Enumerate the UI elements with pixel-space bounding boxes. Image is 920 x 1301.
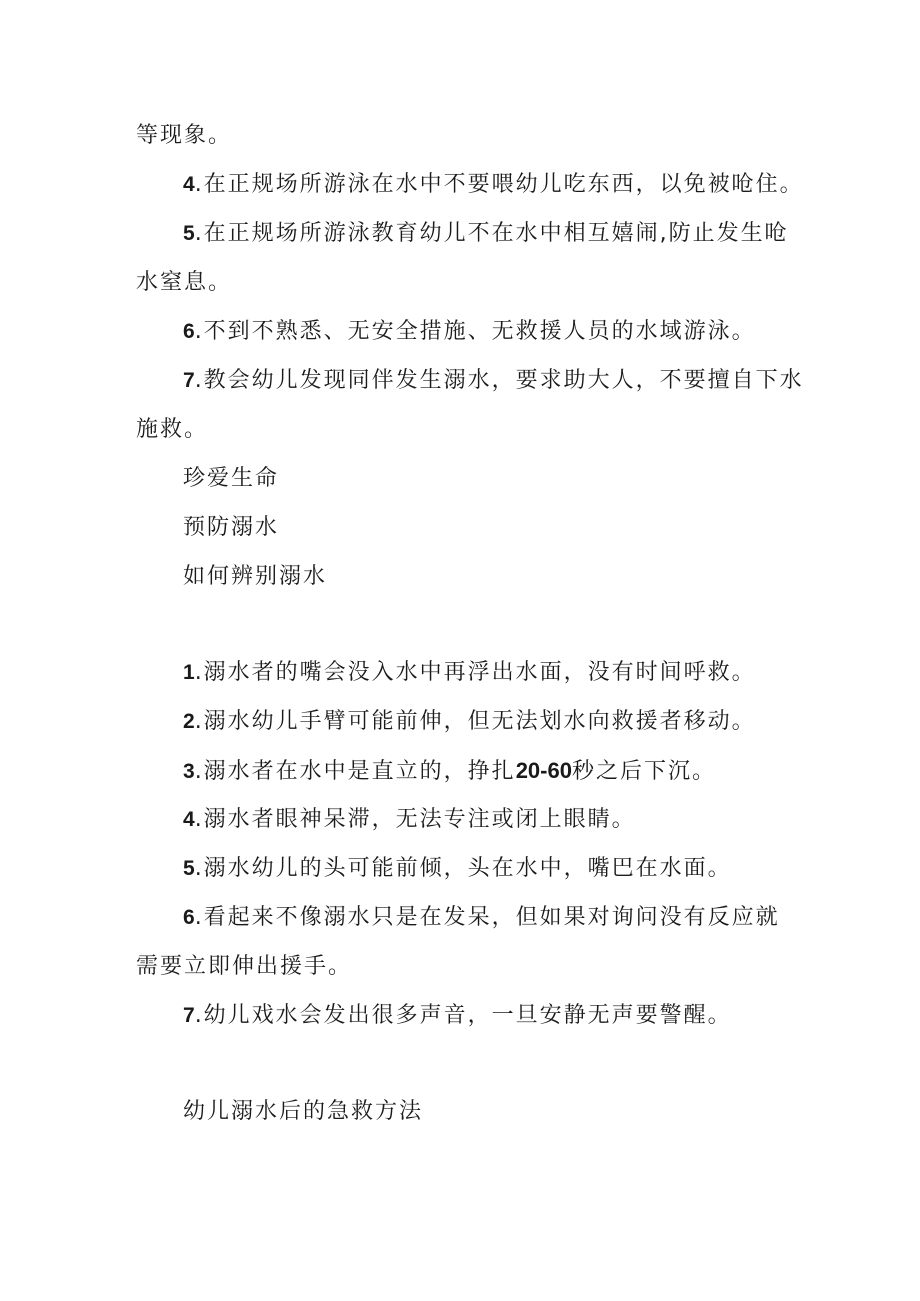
item-text: .溺水者的嘴会没入水中再浮出水面，没有时间呼救。 xyxy=(194,660,756,685)
item-number: 4 xyxy=(183,173,195,196)
list-item-6 xyxy=(183,903,780,933)
item-text: 秒之后下沉。 xyxy=(571,759,716,784)
heading-text: 幼儿溺水后的急救方法 xyxy=(183,1099,424,1124)
line-text: 施救。 xyxy=(136,417,209,442)
item-text: .在正规场所游泳在水中不要喂幼儿吃东西，以免被呛住。 xyxy=(194,172,804,197)
list-item-1 xyxy=(183,658,756,688)
item-text: .溺水幼儿的头可能前倾，头在水中，嘴巴在水面。 xyxy=(194,856,732,881)
item-text: .溺水幼儿手臂可能前伸，但无法划水向救援者移动。 xyxy=(194,709,756,734)
paragraph-line xyxy=(136,952,352,982)
section-heading xyxy=(183,1097,423,1127)
list-item-3 xyxy=(183,756,716,787)
item-number: 5 xyxy=(183,222,195,245)
section-heading xyxy=(183,513,279,543)
list-item-4 xyxy=(183,170,804,200)
item-number: 7 xyxy=(183,369,195,392)
paragraph-line xyxy=(136,415,208,445)
item-text: .在正规场所游泳教育幼儿不在水中相互嬉闹,防止发生呛 xyxy=(194,221,789,246)
paragraph-line xyxy=(136,121,232,151)
item-text: .溺水者眼神呆滞，无法专注或闭上眼睛。 xyxy=(194,807,636,832)
item-text: .幼儿戏水会发出很多声音，一旦安静无声要警醒。 xyxy=(194,1003,732,1028)
list-item-5 xyxy=(183,219,789,249)
list-item-4 xyxy=(183,805,636,835)
section-heading xyxy=(183,562,327,592)
item-text: .看起来不像溺水只是在发呆，但如果对询问没有反应就 xyxy=(194,905,780,930)
item-number: 5 xyxy=(183,857,195,880)
list-item-7 xyxy=(183,1001,732,1031)
paragraph-line xyxy=(136,268,232,298)
line-text: 水窒息。 xyxy=(136,270,233,295)
list-item-2 xyxy=(183,707,756,737)
item-text: .教会幼儿发现同伴发生溺水，要求助大人，不要擅自下水 xyxy=(194,368,804,393)
heading-text: 如何辨别溺水 xyxy=(183,564,328,589)
line-text: 等现象。 xyxy=(136,123,233,148)
item-number: 6 xyxy=(183,320,195,343)
list-item-6 xyxy=(183,317,756,347)
line-text: 需要立即伸出援手。 xyxy=(136,954,353,979)
item-number: 6 xyxy=(183,906,195,929)
item-text: .不到不熟悉、无安全措施、无救援人员的水域游泳。 xyxy=(194,319,756,344)
heading-text: 珍爱生命 xyxy=(183,466,280,491)
list-item-5 xyxy=(183,854,732,884)
item-text: .溺水者在水中是直立的，挣扎 xyxy=(194,759,516,784)
item-number: 3 xyxy=(183,760,195,783)
item-text-number: 20-60 xyxy=(515,758,572,783)
heading-text: 预防溺水 xyxy=(183,515,280,540)
item-number: 4 xyxy=(183,808,195,831)
list-item-7 xyxy=(183,366,804,396)
section-heading xyxy=(183,464,279,494)
item-number: 7 xyxy=(183,1004,195,1027)
item-number: 1 xyxy=(183,661,195,684)
item-number: 2 xyxy=(183,710,195,733)
